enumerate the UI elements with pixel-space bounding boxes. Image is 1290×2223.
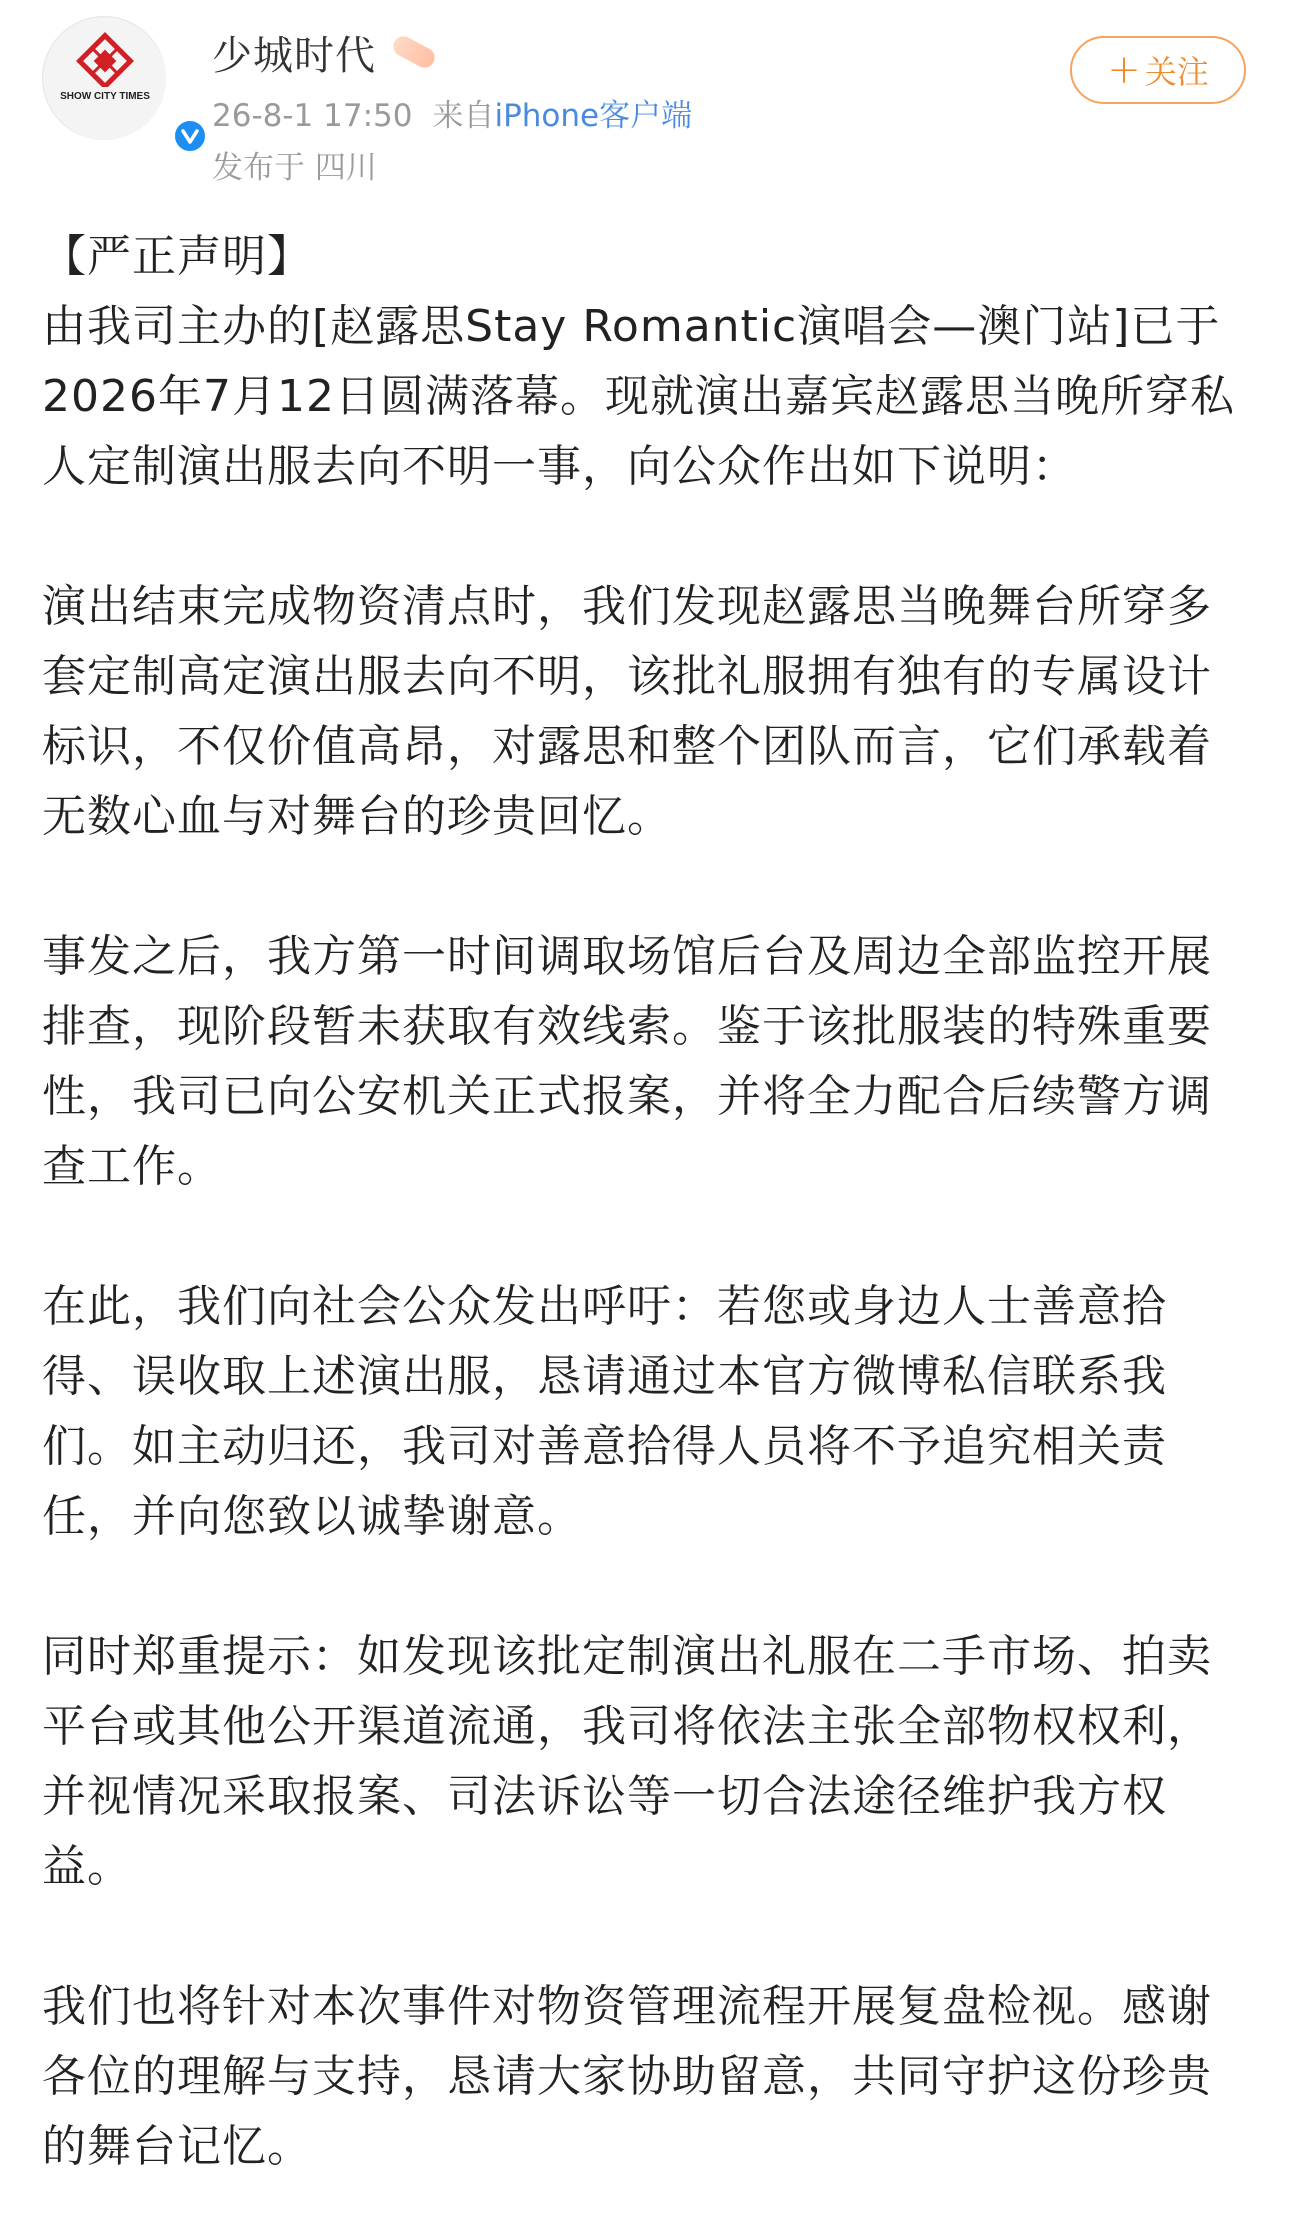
post-timestamp: 26-8-1 17:50 <box>212 98 413 134</box>
source-device-link[interactable]: iPhone客户端 <box>494 98 693 134</box>
post-meta <box>212 90 692 135</box>
post-header <box>0 0 1290 200</box>
paragraph-spacer <box>42 1902 1242 1972</box>
follow-button[interactable] <box>1070 36 1246 104</box>
paragraph-spacer <box>42 502 1242 572</box>
post-paragraph: 演出结束完成物资清点时，我们发现赵露思当晚舞台所穿多套定制高定演出服去向不明，该批礼服拥有独有的专属设计标识，不仅价值高昂，对露思和整个团队而言，它们承载着无数心血与对舞台的珍贵回忆。 <box>42 581 1212 842</box>
member-badge-icon <box>386 32 444 72</box>
post-paragraph: 同时郑重提示：如发现该批定制演出礼服在二手市场、拍卖平台或其他公开渠道流通，我司将依法主张全部物权权利，并视情况采取报案、司法诉讼等一切合法途径维护我方权益。 <box>42 1631 1212 1892</box>
post-paragraph: 我们也将针对本次事件对物资管理流程开展复盘检视。感谢各位的理解与支持，恳请大家协助留意，共同守护这份珍贵的舞台记忆。 <box>42 1981 1212 2172</box>
brand-logo-icon <box>43 17 167 141</box>
follow-label: 关注 <box>1144 53 1209 91</box>
post-title: 【严正声明】 <box>42 231 312 282</box>
verified-check-icon <box>180 126 200 146</box>
post-paragraph: 在此，我们向社会公众发出呼吁：若您或身边人士善意拾得、误收取上述演出服，恳请通过本官方微博私信联系我们。如主动归还，我司对善意拾得人员将不予追究相关责任，并向您致以诚挚谢意。 <box>42 1281 1167 1542</box>
verified-badge <box>171 117 209 155</box>
name-row <box>212 24 444 80</box>
source-prefix: 来自 <box>432 98 495 134</box>
post-paragraph: 由我司主办的[赵露思Stay Romantic演唱会—澳门站]已于2026年7月12日圆满落幕。现就演出嘉宾赵露思当晚所穿私人定制演出服去向不明一事，向公众作出如下说明： <box>42 301 1235 492</box>
paragraph-spacer <box>42 1552 1242 1622</box>
plus-icon: + <box>1107 47 1141 93</box>
post-body <box>42 222 1242 2182</box>
paragraph-spacer <box>42 1202 1242 1272</box>
paragraph-spacer <box>42 852 1242 922</box>
post-location: 发布于 四川 <box>212 150 377 186</box>
svg-text:SHOW CITY TIMES: SHOW CITY TIMES <box>60 91 150 102</box>
user-name[interactable]: 少城时代 <box>212 32 376 79</box>
avatar[interactable] <box>42 16 166 140</box>
post-paragraph: 事发之后，我方第一时间调取场馆后台及周边全部监控开展排查，现阶段暂未获取有效线索。鉴于该批服装的特殊重要性，我司已向公安机关正式报案，并将全力配合后续警方调查工作。 <box>42 931 1212 1192</box>
